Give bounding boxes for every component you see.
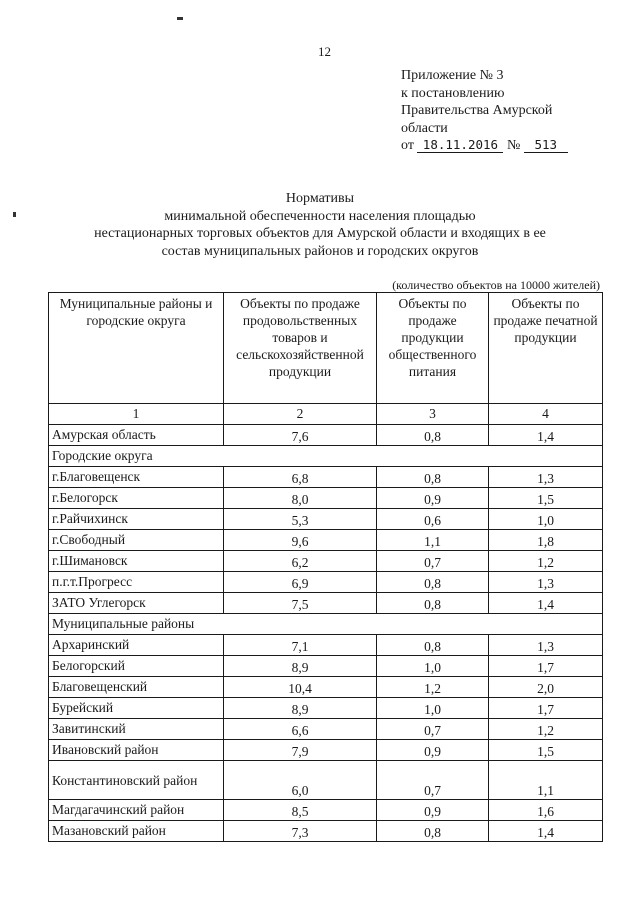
value-print: 1,3	[489, 572, 603, 593]
table-row	[49, 530, 603, 551]
value-food: 6,2	[224, 551, 377, 572]
district-name: Магдагачинский район	[49, 800, 224, 821]
value-print: 1,3	[489, 467, 603, 488]
value-print: 1,2	[489, 551, 603, 572]
appendix-date-line	[401, 137, 568, 155]
section-title: Муниципальные районы	[49, 614, 603, 635]
value-catering: 0,9	[377, 740, 489, 761]
value-catering: 0,8	[377, 425, 489, 446]
value-print: 1,5	[489, 740, 603, 761]
value-catering: 0,6	[377, 509, 489, 530]
value-catering: 0,9	[377, 800, 489, 821]
table-row	[49, 593, 603, 614]
value-food: 7,1	[224, 635, 377, 656]
section-row-urban	[49, 446, 603, 467]
appendix-region: области	[401, 120, 448, 136]
heading-line-2: минимальной обеспеченности населения площадью	[164, 208, 476, 224]
appendix-government: Правительства Амурской	[401, 103, 553, 118]
resolution-date: 18.11.2016	[417, 138, 503, 153]
table-row	[49, 551, 603, 572]
appendix-resolution: к постановлению	[401, 85, 505, 101]
table-row	[49, 572, 603, 593]
district-name: г.Благовещенск	[49, 467, 224, 488]
value-food: 10,4	[224, 677, 377, 698]
index-cell: 2	[224, 404, 377, 425]
value-print: 1,3	[489, 635, 603, 656]
value-food: 9,6	[224, 530, 377, 551]
value-catering: 1,1	[377, 530, 489, 551]
value-food: 6,9	[224, 572, 377, 593]
index-cell: 4	[489, 404, 603, 425]
value-food: 7,9	[224, 740, 377, 761]
value-food: 6,6	[224, 719, 377, 740]
header-cell: Объекты по продаже печатной продукции	[489, 293, 603, 404]
table-row	[49, 677, 603, 698]
value-food: 8,9	[224, 698, 377, 719]
value-print: 1,4	[489, 425, 603, 446]
norms-table	[48, 292, 603, 842]
document-heading	[40, 190, 600, 260]
appendix-title: Приложение № 3	[401, 68, 504, 83]
scan-speck	[177, 17, 183, 20]
value-food: 7,3	[224, 821, 377, 842]
value-catering: 0,7	[377, 551, 489, 572]
header-cell: Объекты по продаже продовольственных товаров и сельскохозяйственной продукции	[224, 293, 377, 404]
value-print: 2,0	[489, 677, 603, 698]
value-catering: 0,8	[377, 635, 489, 656]
value-catering: 0,8	[377, 572, 489, 593]
value-food: 7,6	[224, 425, 377, 446]
header-cell: Муниципальные районы и городские округа	[49, 293, 224, 404]
units-note: (количество объектов на 10000 жителей)	[392, 278, 600, 292]
resolution-number: 513	[524, 138, 568, 153]
district-name: Бурейский	[49, 698, 224, 719]
value-print: 1,7	[489, 698, 603, 719]
section-row-municipal	[49, 614, 603, 635]
value-catering: 1,0	[377, 656, 489, 677]
number-sign: №	[506, 138, 521, 153]
value-food: 6,8	[224, 467, 377, 488]
table-row	[49, 698, 603, 719]
value-catering: 0,8	[377, 821, 489, 842]
date-prefix: от	[401, 138, 414, 153]
value-catering: 0,7	[377, 719, 489, 740]
value-catering: 0,8	[377, 593, 489, 614]
value-food: 8,9	[224, 656, 377, 677]
table-row	[49, 761, 603, 800]
value-print: 1,4	[489, 593, 603, 614]
district-name: ЗАТО Углегорск	[49, 593, 224, 614]
index-cell: 3	[377, 404, 489, 425]
table-row	[49, 425, 603, 446]
value-print: 1,1	[489, 761, 603, 800]
heading-line-3: нестационарных торговых объектов для Амурской области и входящих в ее	[94, 226, 546, 241]
table-row	[49, 821, 603, 842]
table-row	[49, 656, 603, 677]
district-name: Амурская область	[49, 425, 224, 446]
header-cell: Объекты по продаже продукции общественного питания	[377, 293, 489, 404]
district-name: Благовещенский	[49, 677, 224, 698]
district-name: г.Свободный	[49, 530, 224, 551]
section-title: Городские округа	[49, 446, 603, 467]
scan-speck	[13, 212, 16, 217]
value-catering: 0,8	[377, 467, 489, 488]
value-catering: 0,7	[377, 761, 489, 800]
index-cell: 1	[49, 404, 224, 425]
district-name: г.Райчихинск	[49, 509, 224, 530]
value-print: 1,4	[489, 821, 603, 842]
district-name: Белогорский	[49, 656, 224, 677]
value-print: 1,6	[489, 800, 603, 821]
value-print: 1,2	[489, 719, 603, 740]
table-row	[49, 800, 603, 821]
value-catering: 1,0	[377, 698, 489, 719]
table-row	[49, 509, 603, 530]
value-food: 8,5	[224, 800, 377, 821]
value-food: 6,0	[224, 761, 377, 800]
district-name: Ивановский район	[49, 740, 224, 761]
value-print: 1,5	[489, 488, 603, 509]
value-print: 1,8	[489, 530, 603, 551]
district-name: Константиновский район	[49, 761, 224, 800]
table-row	[49, 719, 603, 740]
appendix-block	[401, 67, 568, 155]
value-catering: 0,9	[377, 488, 489, 509]
page-number: 12	[318, 44, 331, 59]
table-row	[49, 635, 603, 656]
value-print: 1,0	[489, 509, 603, 530]
table-header-row	[49, 293, 603, 404]
value-print: 1,7	[489, 656, 603, 677]
table-row	[49, 740, 603, 761]
table-row	[49, 467, 603, 488]
value-food: 8,0	[224, 488, 377, 509]
value-food: 5,3	[224, 509, 377, 530]
column-index-row	[49, 404, 603, 425]
district-name: Архаринский	[49, 635, 224, 656]
heading-line-4: состав муниципальных районов и городских округов	[161, 243, 479, 259]
district-name: г.Шимановск	[49, 551, 224, 572]
value-catering: 1,2	[377, 677, 489, 698]
value-food: 7,5	[224, 593, 377, 614]
district-name: Завитинский	[49, 719, 224, 740]
heading-line-1: Нормативы	[285, 191, 355, 206]
district-name: г.Белогорск	[49, 488, 224, 509]
district-name: Мазановский район	[49, 821, 224, 842]
district-name: п.г.т.Прогресс	[49, 572, 224, 593]
table-row	[49, 488, 603, 509]
